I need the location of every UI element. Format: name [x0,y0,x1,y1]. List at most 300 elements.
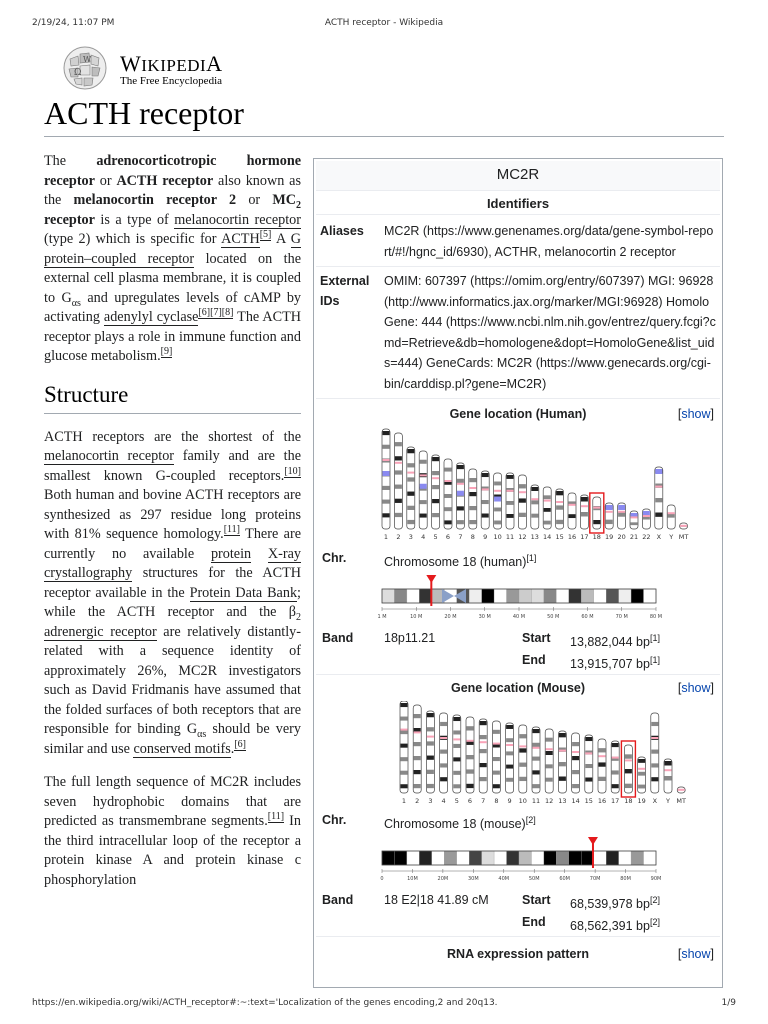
human-band [395,485,402,489]
mouse-show-toggle[interactable]: [show] [677,681,714,695]
human-band [569,514,576,518]
mouse-centromere [585,752,592,754]
mouse-band [427,741,434,745]
mouse-band [440,777,447,781]
mouse-chromosome [400,701,408,805]
mouse-centromere [638,768,645,770]
mouse-band [546,751,553,755]
ref-11b[interactable]: [11] [267,811,285,823]
human-chr-scale-label: 70 M [615,614,628,620]
infobox-title: MC2R [316,161,720,191]
mouse-chr-band [544,851,556,865]
human-chromosome [605,503,613,541]
human-chromosome [630,511,638,541]
mouse-band [546,738,553,742]
mouse-end-label: End [522,915,546,929]
human-chromosome [642,509,650,541]
human-chromosome-label: 4 [421,533,426,541]
mouse-chromosome [532,727,540,805]
mouse-chr-band [644,851,656,865]
human-chr-band [556,589,568,603]
human-band [469,520,476,524]
mouse-band [480,763,487,767]
mouse-chr-band [482,851,494,865]
mouse-band [559,777,566,781]
human-band [445,494,452,498]
mouse-chromosome-label: 18 [624,797,633,805]
human-chr-band [644,589,656,603]
mouse-chromosome-label: 8 [494,797,499,805]
ref-10[interactable]: [10] [284,465,301,477]
link-adenylyl-cyclase[interactable]: adenylyl cyclase [103,309,199,325]
human-chr-scale-label: 10 M [410,614,423,620]
mouse-band [467,726,474,730]
human-heterochromatin [655,469,662,474]
human-chromosome-label: 18 [592,533,601,541]
ref-6b[interactable]: [6] [234,738,246,750]
mouse-band [467,755,474,759]
human-band [407,506,414,510]
human-chromosome-label: 6 [445,533,451,541]
aliases-value[interactable]: MC2R (https://www.genenames.org/data/gene-symbol-report/#!/hgnc_id/6930), ACTHR, melanocortin 2 receptor [384,224,714,259]
human-band [507,501,514,505]
mouse-centromere [440,737,447,739]
mouse-band [651,750,658,754]
human-chromosome-label: 2 [396,533,401,541]
human-chr-value: Chromosome 18 (human)[1] [384,553,537,570]
mouse-chromosome [519,725,527,805]
human-chromosome-label: 14 [543,533,552,541]
human-band [407,449,414,453]
human-centromere [680,525,687,527]
human-band [556,491,563,495]
mouse-band [638,772,645,776]
human-chromosome-outline [407,447,415,529]
mouse-chromosome [440,713,448,805]
human-chromosome-label: 5 [433,533,438,541]
human-band [655,513,662,517]
human-band [469,478,476,482]
human-chromosome [493,473,501,541]
mouse-chromosome [598,739,606,805]
external-ids-value[interactable]: OMIM: 607397 (https://omim.org/entry/607397) MGI: 96928 (http://www.informatics.jax.org/marker/MGI:96928) HomoloGene: 444 (https://www.ncbi.nlm.nih.gov/entrez/query.fcgi?cmd=Retrieve&db=homologene&dopt=HomoloGene&list_uids=444) GeneCards: MC2R (https://www.genecards.org/cgi-bin/carddisp.pl?gene=MC2R) [384,274,716,391]
mouse-band [651,722,658,726]
mouse-band [414,784,421,788]
human-chromosome [481,471,489,541]
mouse-karyotype-svg [316,701,720,809]
human-chr-row [316,547,720,569]
mouse-centromere [467,740,474,742]
rna-show-toggle[interactable]: [show] [677,947,714,961]
human-band [519,484,526,488]
mouse-chromosome-label: X [652,797,658,805]
link-acth[interactable]: ACTH [221,231,260,247]
human-chr-band [581,589,593,603]
human-chromosome-label: 15 [555,533,564,541]
mouse-centromere [572,751,579,753]
human-band [432,485,439,489]
mouse-chromosome-label: 15 [584,797,593,805]
ref-11[interactable]: [11] [223,524,240,536]
link-gpcr[interactable]: G protein–coupled receptor [44,231,301,267]
human-karyotype [316,427,720,547]
mouse-centromere [493,743,500,745]
mouse-chromosome-label: 4 [441,797,446,805]
link-melanocortin-receptor[interactable]: melanocortin receptor [174,211,301,228]
human-band [482,500,489,504]
mouse-band [519,763,526,767]
mouse-chromosome-label: MT [676,797,686,805]
mouse-band [480,777,487,781]
mouse-band [665,761,672,766]
human-chromosome-label: 21 [629,533,639,541]
human-band [494,508,501,512]
mouse-band [453,757,460,761]
human-chromosome [419,451,427,541]
mouse-chr-label: Chr. [322,813,347,827]
mouse-band [546,778,553,782]
mouse-centromere [651,737,658,739]
human-band [593,520,600,524]
mouse-chromosome-label: 6 [467,797,473,805]
human-chromosome [555,489,563,541]
mouse-band [533,757,540,761]
mouse-chr-band [407,851,419,865]
mouse-chr-scale-label: 50M [528,876,540,882]
mouse-chromosome [479,719,487,805]
human-band [383,445,390,449]
article-body [44,152,301,904]
human-band [556,505,563,509]
human-band [383,500,390,504]
mouse-chr-band [606,851,618,865]
svg-text:Ω: Ω [74,68,82,78]
mouse-band-label: Band [322,893,354,907]
mouse-band [559,762,566,766]
mouse-band [506,751,513,755]
mouse-centromere [506,744,513,746]
mouse-chromosome-18-map [316,831,720,889]
human-band [668,514,675,518]
mouse-centromere [480,741,487,743]
rna-expression-header [316,943,720,967]
link-melanocortin-receptor-2[interactable]: melanocortin receptor [44,448,175,464]
human-band [445,520,452,524]
mouse-gene-location-title: Gene location (Mouse) [450,681,586,695]
human-chromosome-label: 1 [383,533,389,541]
mouse-band [638,785,645,789]
mouse-band [519,748,526,752]
human-heterochromatin [618,505,625,510]
mouse-band [599,748,606,752]
mouse-band [506,738,513,742]
mouse-show-link[interactable]: show [681,681,711,695]
mouse-band [401,744,408,748]
human-centromere [569,504,576,506]
identifiers-header: Identifiers [316,193,720,215]
mouse-chromosome-outline [506,723,514,793]
mouse-band [453,717,460,721]
human-band [544,495,551,499]
human-band [494,521,501,525]
mouse-band [572,770,579,774]
mouse-band [585,737,592,741]
human-band [655,498,662,502]
human-heterochromatin [457,491,464,496]
human-chromosome-label: 17 [580,533,589,541]
human-centromere [581,505,588,507]
human-end-value: 13,915,707 bp[1] [570,655,660,672]
human-chromosome-outline [531,485,539,529]
mouse-chromosome-outline [413,705,421,793]
mouse-band [559,733,566,737]
human-chromosome [506,473,514,541]
link-protein-data-bank[interactable]: Protein Data Bank [189,584,298,601]
mouse-band [599,762,606,766]
mouse-chr-band [469,851,481,865]
mouse-band [440,763,447,767]
mouse-chr-band [457,851,469,865]
infobox [313,158,723,988]
mouse-chromosome-label: 13 [558,797,567,805]
mouse-chromosome [558,731,566,805]
human-centromere [544,500,551,502]
human-centromere [469,487,476,489]
aliases-label: Aliases [320,224,364,238]
human-centromere [407,472,414,474]
wikipedia-logo[interactable] [62,45,232,90]
mouse-band [625,784,632,788]
mouse-chr-scale-label: 60M [559,876,571,882]
mouse-chromosome-label: 11 [531,797,541,805]
human-chromosome [568,493,576,541]
mouse-chromosome-outline [453,715,461,793]
mouse-chromosome-label: 3 [428,797,433,805]
mouse-chr-band [519,851,531,865]
human-chromosome-label: Y [669,533,674,541]
structure-heading: Structure [44,381,301,414]
mouse-band [625,769,632,773]
mouse-centromere [599,755,606,757]
mouse-band [585,764,592,768]
human-chromosome-label: 19 [605,533,614,541]
mouse-band [533,729,540,733]
mouse-chromosome-label: 19 [637,797,646,805]
mouse-chr-band [594,851,606,865]
mouse-centromere [453,738,460,740]
mouse-chromosome [676,787,686,805]
human-chr-band [519,589,531,603]
human-chr-label: Chr. [322,551,347,565]
human-centromere [457,483,464,485]
human-chromosome-label: X [656,533,662,541]
ref-5[interactable]: [5] [259,229,272,241]
human-heterochromatin [494,497,501,502]
mouse-centromere [519,745,526,747]
human-chromosome [679,523,689,541]
human-band [432,499,439,503]
mouse-band [572,756,579,760]
mouse-centromere [665,769,672,771]
mouse-chromosome [426,711,434,805]
human-band [581,497,588,502]
human-band [457,506,464,510]
mouse-band [401,717,408,721]
human-centromere [482,488,489,490]
human-centromere [593,507,600,509]
human-chromosome-label: 22 [642,533,651,541]
mouse-band [546,764,553,768]
mouse-band [467,769,474,773]
human-band [420,500,427,504]
human-band [494,482,501,486]
mouse-band [533,770,540,774]
human-band [395,499,402,503]
ref-9[interactable]: [9] [160,346,173,358]
link-protein[interactable]: protein [210,545,252,562]
print-datetime: 2/19/24, 11:07 PM [32,18,115,28]
mouse-centromere [559,750,566,752]
mouse-chr-scale-label: 0 [380,876,384,882]
print-title: ACTH receptor - Wikipedia [324,18,444,28]
human-band [420,460,427,464]
mouse-chr-value: Chromosome 18 (mouse)[2] [384,815,536,832]
link-xray-crystallography[interactable]: X-ray crystallography [44,545,301,581]
human-show-link[interactable]: show [681,407,711,421]
wikipedia-wordmark: WIKIPEDIA [120,51,223,76]
human-band [407,492,414,496]
wikipedia-globe-icon [62,45,108,91]
mouse-band [493,784,500,788]
human-centromere [383,459,390,461]
mouse-band-row [316,889,720,911]
human-band [606,520,613,524]
rna-show-link[interactable]: show [681,947,711,961]
human-band [482,473,489,477]
human-centromere [507,490,514,492]
mouse-chromosome [506,723,514,805]
mouse-band [414,714,421,718]
human-chromosome-outline [432,455,440,529]
human-band [432,471,439,475]
human-band [395,442,402,446]
human-centromere [655,486,662,488]
mouse-band [493,771,500,775]
human-chr-band [619,589,631,603]
human-chromosome [655,467,663,541]
link-adrenergic-receptor[interactable]: adrenergic receptor [44,623,157,640]
mouse-band [453,771,460,775]
human-karyotype-svg [316,427,720,547]
mouse-band [401,771,408,775]
mouse-chr-band [569,851,581,865]
mouse-band [480,721,487,725]
mouse-chr-gene-marker-arrow [588,837,598,845]
mouse-band [612,770,619,774]
human-chr-band [394,589,406,603]
mouse-centromere [546,748,553,750]
mouse-band [440,750,447,754]
mouse-chromosome [466,717,474,805]
mouse-band [414,742,421,746]
structure-paragraph: ACTH receptors are the shortest of the melanocortin receptor family and are the smallest known G-coupled receptors.[10] Both human and bovine ACTH receptors are synthesized as 297 residue long proteins with 81% sequence homology.[11] There are currently no available protein X-ray crystallography structures for the ACTH receptor available in the Protein Data Bank; while the ACTH receptor and the $\beta_2$ adrenergic receptor are relatively distantly-related with a sequence identity of approximately 26%, MC2R investigators such as David Fridmanis have assumed that the folded surfaces of both receptors that are responsible for binding $G_{\alpha s}$ should be very similar and use conserved motifs.[6] [44,428,302,757]
mouse-chromosome [611,741,619,805]
human-chromosome-label: 7 [458,533,463,541]
human-heterochromatin [606,505,613,510]
human-chromosome [531,485,539,541]
mouse-chr-scale-label: 70M [589,876,601,882]
mouse-band [533,743,540,747]
human-band [383,513,390,517]
human-chromosome-label: 13 [530,533,539,541]
mouse-band [519,734,526,738]
human-band [519,498,526,502]
human-band-row [316,627,720,649]
mouse-chromosome-label: Y [666,797,670,805]
mouse-band [572,742,579,746]
human-chromosome [432,455,440,541]
mouse-end-value: 68,562,391 bp[2] [570,917,660,934]
mouse-band [480,735,487,739]
human-chr-band [419,589,431,603]
mouse-chr-band [581,851,593,865]
human-chromosome [382,429,390,541]
human-band [395,470,402,474]
link-conserved-motifs[interactable]: conserved motifs [133,740,231,757]
mouse-band [453,744,460,748]
mouse-chromosome [453,715,461,805]
mouse-chromosome [413,705,421,805]
human-centromere [519,491,526,493]
mouse-end-row [316,911,720,937]
human-centromere [432,477,439,479]
human-show-toggle[interactable]: [show] [677,407,714,421]
mouse-band [625,754,632,758]
mouse-band [612,784,619,788]
human-band [544,508,551,512]
ref-6-7-8[interactable]: [6][7][8] [198,307,234,319]
human-centromere [668,512,675,514]
human-chr-band [507,589,519,603]
mouse-chr-band [394,851,406,865]
mouse-band [427,770,434,774]
mouse-band [506,778,513,782]
human-chromosome [444,459,452,541]
human-chr-band [494,589,506,603]
human-chr-scale-label: 60 M [581,614,594,620]
mouse-chromosome-label: 1 [401,797,407,805]
mouse-chromosome-label: 7 [481,797,486,805]
human-chromosome-label: 11 [505,533,515,541]
human-band [469,506,476,510]
rna-expression-title: RNA expression pattern [447,947,589,961]
human-chr-gene-marker-arrow [426,575,436,583]
mouse-band [453,784,460,788]
human-chromosome [667,505,675,541]
mouse-chromosome-label: 17 [611,797,620,805]
mouse-chromosome-label: 12 [545,797,554,805]
human-band [519,513,526,517]
human-band [383,486,390,490]
mouse-chromosome [651,713,659,805]
human-band [395,456,402,460]
human-centromere [494,490,501,492]
mouse-band-value: 18 E2|18 41.89 cM [384,893,489,907]
human-band [457,465,464,469]
human-band [469,492,476,496]
mouse-chromosome-label: 10 [518,797,527,805]
human-chromosome [394,433,402,541]
